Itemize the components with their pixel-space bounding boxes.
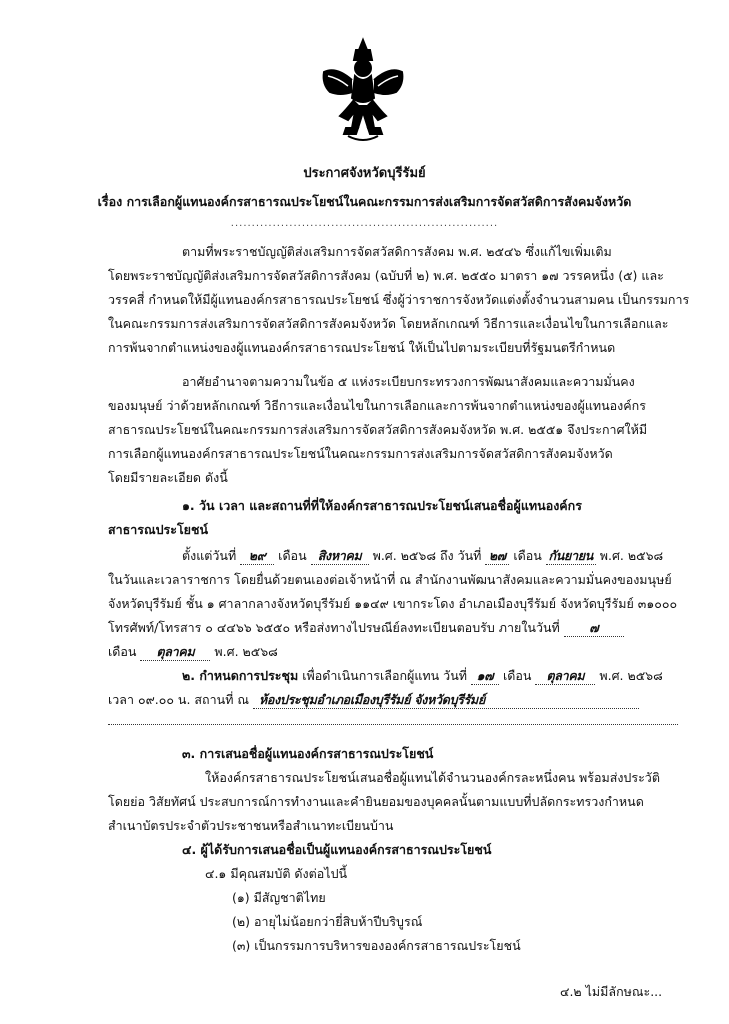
section1-heading: ๑. วัน เวลา และสถานที่ที่ให้องค์กรสาธารณประโยชน์เสนอชื่อผู้แทนองค์กร bbox=[182, 498, 582, 513]
qualification-item: (๒) อายุไม่น้อยกว่ายี่สิบห้าปีบริบูรณ์ bbox=[232, 914, 423, 929]
section2-line bbox=[182, 668, 663, 685]
text: ตั้งแต่วันที่ bbox=[182, 548, 237, 563]
para1-line: การพ้นจากตำแหน่งของผู้แทนองค์กรสาธารณประโยชน์ ให้เป็นไปตามระเบียบที่รัฐมนตรีกำหนด bbox=[108, 340, 616, 355]
section1-deadline-line bbox=[108, 620, 624, 637]
start-day-field: ๒๙ bbox=[240, 548, 274, 565]
meeting-place-field: ห้องประชุมอำเภอเมืองบุรีรัมย์ จังหวัดบุรีรัมย์ bbox=[253, 692, 639, 709]
announcement-subject: เรื่อง การเลือกผู้แทนองค์กรสาธารณประโยชน์ในคณะกรรมการส่งเสริมการจัดสวัสดิการสังคมจังหวัด bbox=[97, 194, 632, 209]
section1-date-line bbox=[182, 548, 663, 565]
end-day-field: ๒๗ bbox=[485, 548, 509, 565]
start-month-field: สิงหาคม bbox=[311, 548, 369, 565]
para2-line: อาศัยอำนาจตามความในข้อ ๕ แห่งระเบียบกระทรวงการพัฒนาสังคมและความมั่นคง bbox=[182, 374, 635, 389]
para1-line: วรรคสี่ กำหนดให้มีผู้แทนองค์กรสาธารณประโยชน์ ซึ่งผู้ว่าราชการจังหวัดแต่งตั้งจำนวนสามคน เป็นกรรมการ bbox=[108, 292, 690, 307]
section3-line: โดยย่อ วิสัยทัศน์ ประสบการณ์การทำงานและคำยินยอมของบุคคลนั้นตามแบบที่ปลัดกระทรวงกำหนด bbox=[108, 794, 644, 809]
section1-line: จังหวัดบุรีรัมย์ ชั้น ๑ ศาลากลางจังหวัดบุรีรัมย์ ๑๑๔๙ เขากระโดง อำเภอเมืองบุรีรัมย์ จังหวัดบุรีรัมย์ ๓๑๐๐๐ bbox=[108, 596, 678, 611]
section3-line: ให้องค์กรสาธารณประโยชน์เสนอชื่อผู้แทนได้จำนวนองค์กรละหนึ่งคน พร้อมส่งประวัติ bbox=[205, 770, 660, 785]
section1-heading-cont: สาธารณประโยชน์ bbox=[108, 522, 209, 537]
garuda-emblem-icon bbox=[318, 36, 408, 148]
deadline-month-field: ตุลาคม bbox=[140, 644, 210, 661]
blank-dotted-line bbox=[108, 724, 678, 725]
section2-place-line bbox=[108, 692, 639, 709]
section3-heading: ๓. การเสนอชื่อผู้แทนองค์กรสาธารณประโยชน์ bbox=[182, 746, 434, 761]
para1-line: ตามที่พระราชบัญญัติส่งเสริมการจัดสวัสดิการสังคม พ.ศ. ๒๕๔๖ ซึ่งแก้ไขเพิ่มเติม bbox=[182, 244, 612, 259]
para2-line: โดยมีรายละเอียด ดังนี้ bbox=[108, 470, 228, 485]
para2-line: สาธารณประโยชน์ในคณะกรรมการส่งเสริมการจัดสวัสดิการสังคมจังหวัด พ.ศ. ๒๕๕๑ จึงประกาศให้มี bbox=[108, 422, 648, 437]
text: พ.ศ. ๒๕๖๘ bbox=[599, 548, 664, 563]
text: เดือน bbox=[502, 668, 532, 683]
meeting-month-field: ตุลาคม bbox=[535, 668, 595, 685]
text: พ.ศ. ๒๕๖๘ bbox=[599, 668, 663, 683]
section3-line: สำเนาบัตรประจำตัวประชาชนหรือสำเนาทะเบียนบ้าน bbox=[108, 818, 394, 833]
para2-line: ของมนุษย์ ว่าด้วยหลักเกณฑ์ วิธีการและเงื่อนไขในการเลือกและการพ้นจากตำแหน่งของผู้แทนองค์กร bbox=[108, 398, 646, 413]
continuation-text: ๔.๒ ไม่มีลักษณะ... bbox=[560, 984, 663, 999]
text: เพื่อดำเนินการเลือกผู้แทน วันที่ bbox=[302, 668, 467, 683]
text: เดือน bbox=[278, 548, 307, 563]
para2-line: การเลือกผู้แทนองค์กรสาธารณประโยชน์ในคณะกรรมการส่งเสริมการจัดสวัสดิการสังคมจังหวัด bbox=[108, 446, 613, 461]
text: เวลา ๐๙.๐๐ น. สถานที่ ณ bbox=[108, 692, 249, 707]
title-separator: ................................................................ bbox=[230, 218, 499, 229]
para1-line: โดยพระราชบัญญัติส่งเสริมการจัดสวัสดิการสังคม (ฉบับที่ ๒) พ.ศ. ๒๕๕๐ มาตรา ๑๗ วรรคหนึ่ง (๕) และ bbox=[108, 268, 664, 283]
deadline-day-field: ๗ bbox=[564, 620, 624, 637]
text: พ.ศ. ๒๕๖๘ ถึง วันที่ bbox=[372, 548, 482, 563]
announcement-title: ประกาศจังหวัดบุรีรัมย์ bbox=[303, 166, 426, 181]
qualification-item: (๓) เป็นกรรมการบริหารขององค์กรสาธารณประโยชน์ bbox=[232, 938, 521, 953]
text: พ.ศ. ๒๕๖๘ bbox=[214, 644, 278, 659]
section4-subheading: ๔.๑ มีคุณสมบัติ ดังต่อไปนี้ bbox=[205, 866, 348, 881]
end-month-field: กันยายน bbox=[546, 548, 596, 565]
section4-heading: ๔. ผู้ได้รับการเสนอชื่อเป็นผู้แทนองค์กรสาธารณประโยชน์ bbox=[182, 842, 492, 857]
section1-deadline-month-line bbox=[108, 644, 278, 661]
para1-line: ในคณะกรรมการส่งเสริมการจัดสวัสดิการสังคมจังหวัด โดยหลักเกณฑ์ วิธีการและเงื่อนไขในการเลือกและ bbox=[108, 316, 669, 331]
text: โทรศัพท์/โทรสาร ๐ ๔๔๖๖ ๖๕๕๐ หรือส่งทางไปรษณีย์ลงทะเบียนตอบรับ ภายในวันที่ bbox=[108, 620, 560, 635]
meeting-day-field: ๑๗ bbox=[471, 668, 499, 685]
section1-line: ในวันและเวลาราชการ โดยยื่นด้วยตนเองต่อเจ้าหน้าที่ ณ สำนักงานพัฒนาสังคมและความมั่นคงของมนุษย์ bbox=[108, 572, 672, 587]
text: เดือน bbox=[513, 548, 542, 563]
qualification-item: (๑) มีสัญชาติไทย bbox=[232, 890, 326, 905]
text: เดือน bbox=[108, 644, 137, 659]
section2-label: ๒. กำหนดการประชุม bbox=[182, 668, 299, 683]
